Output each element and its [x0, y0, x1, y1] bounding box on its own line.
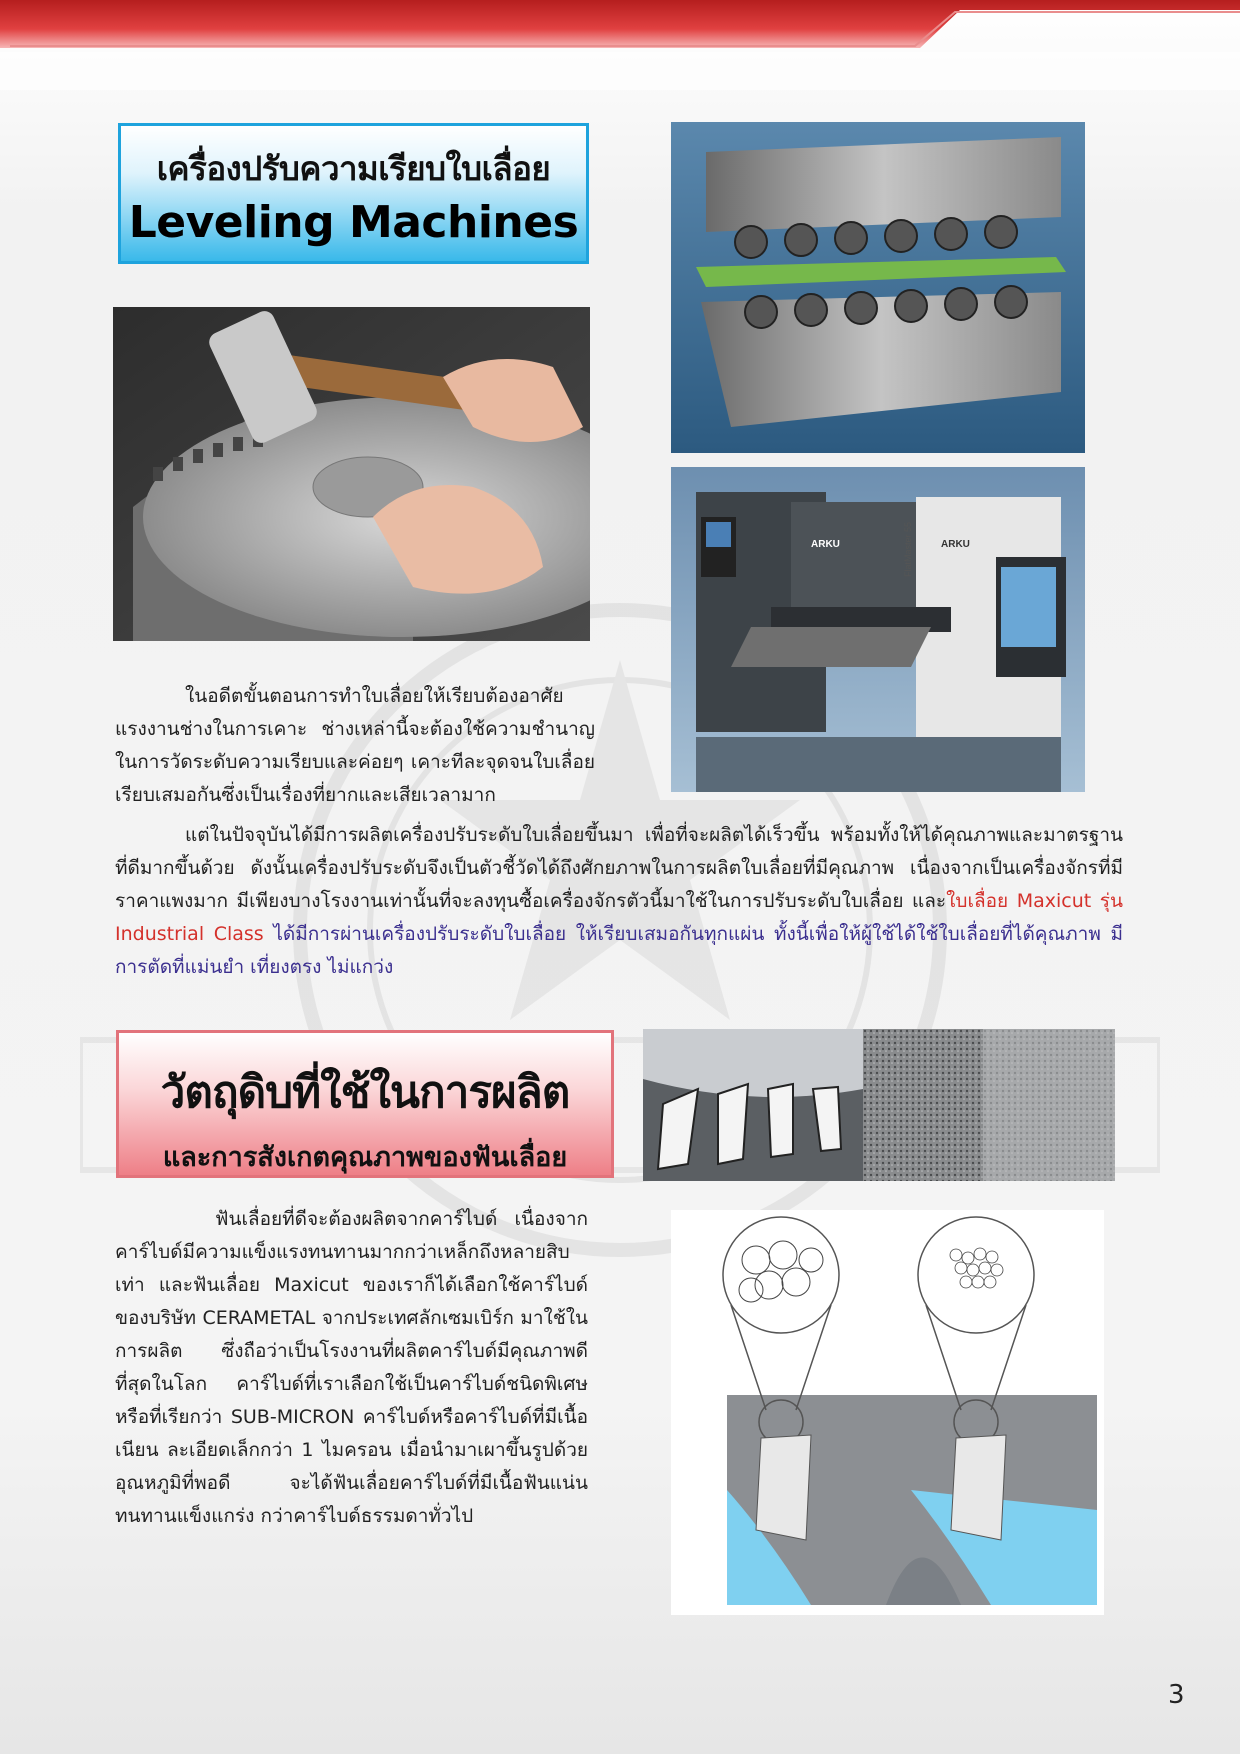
title-thai: เครื่องปรับความเรียบใบเลื่อย [156, 149, 551, 188]
header-swoosh [0, 0, 1240, 90]
arku-flatmaster-machine-photo [671, 467, 1085, 792]
industrial-class: Industrial Class [115, 923, 264, 945]
body-and: และ [912, 890, 947, 912]
machine-model-label: FlatMaster 55 [903, 521, 913, 577]
leveling-rollers-render [671, 122, 1085, 453]
machine-brand-right: ARKU [941, 539, 970, 550]
model-word: รุ่น [1099, 890, 1123, 912]
saw-teeth-photo [643, 1029, 863, 1181]
carbide-paragraph [115, 1203, 588, 1533]
intro-text: ในอดีตขั้นตอนการทำใบเลื่อยให้เรียบต้องอาศัยแรงงานช่างในการเคาะ ช่างเหล่านี้จะต้องใช้ความชำนาญในการวัดระดับความเรียบและค่อยๆ เคาะทีละจุดจนใบเลื่อยเรียบเสมอกันซึ่งเป็นเรื่องที่ยากและเสียเวลามาก [115, 685, 595, 806]
brand-maxicut: Maxicut [1016, 890, 1092, 912]
body-text: แต่ในปัจจุบันได้มีการผลิตเครื่องปรับระดับใบเลื่อยขึ้นมา เพื่อที่จะผลิตได้เร็วขึ้น พร้อมทั้งให้ได้คุณภาพและมาตรฐานที่ดีมากขึ้นด้วย ดังนั้นเครื่องปรับระดับจึงเป็นตัวชี้วัดได้ถึงศักยภาพในการผลิตใบเลื่อยที่มีคุณภาพ เนื่องจากเป็นเครื่องจักรที่มีราคาแพงมาก มีเพียงบางโรงงานเท่านั้นที่จะลงทุนซื้อเครื่องจักรตัวนี้มาใช้ในการปรับระดับใบเลื่อย [115, 824, 1123, 912]
section2-title-line2: และการสังเกตคุณภาพของฟันเลื่อย [162, 1142, 568, 1173]
section2-title-line1: วัตถุดิบที่ใช้ในการผลิต [160, 1067, 570, 1118]
leveling-machines-title [118, 123, 589, 264]
grain-comparison-diagram [671, 1210, 1104, 1615]
carbide-grain-texture-photo [863, 1029, 1115, 1181]
title-english: Leveling Machines [128, 197, 579, 248]
intro-paragraph [115, 680, 595, 812]
hammering-blade-photo [113, 307, 590, 641]
body-paragraph [115, 819, 1123, 984]
highlight-text: ได้มีการผ่านเครื่องปรับระดับใบเลื่อย ให้เรียบเสมอกันทุกแผ่น ทั้งนี้เพื่อให้ผู้ใช้ได้ใช้ใบเลื่อยที่ได้คุณภาพ มีการตัดที่แม่นยำ เที่ยงตรง ไม่แกว่ง [115, 923, 1123, 978]
page-number: 3 [1168, 1680, 1185, 1710]
machine-brand-left: ARKU [811, 539, 840, 550]
carbide-text: ฟันเลื่อยที่ดีจะต้องผลิตจากคาร์ไบด์ เนื่องจากคาร์ไบด์มีความแข็งแรงทนทานมากกว่าเหล็กถึงหลายสิบเท่า และฟันเลื่อย Maxicut ของเราก็ได้เลือกใช้คาร์ไบด์ของบริษัท CERAMETAL จากประเทศลักเซมเบิร์ก มาใช้ในการผลิต ซึ่งถือว่าเป็นโรงงานที่ผลิตคาร์ไบด์มีคุณภาพดีที่สุดในโลก คาร์ไบด์ที่เราเลือกใช้เป็นคาร์ไบด์ชนิดพิเศษหรือที่เรียกว่า SUB-MICRON คาร์ไบด์หรือคาร์ไบด์ที่มีเนื้อเนียน ละเอียดเล็กกว่า 1 ไมครอน เมื่อนำมาเผาขึ้นรูปด้วยอุณหภูมิที่พอดี จะได้ฟันเลื่อยคาร์ไบด์ที่มีเนื้อฟันแน่น ทนทานแข็งแกร่ง กว่าคาร์ไบด์ธรรมดาทั่วไป [115, 1208, 588, 1527]
body-blade: ใบเลื่อย [946, 890, 1009, 912]
materials-quality-title [116, 1030, 614, 1178]
